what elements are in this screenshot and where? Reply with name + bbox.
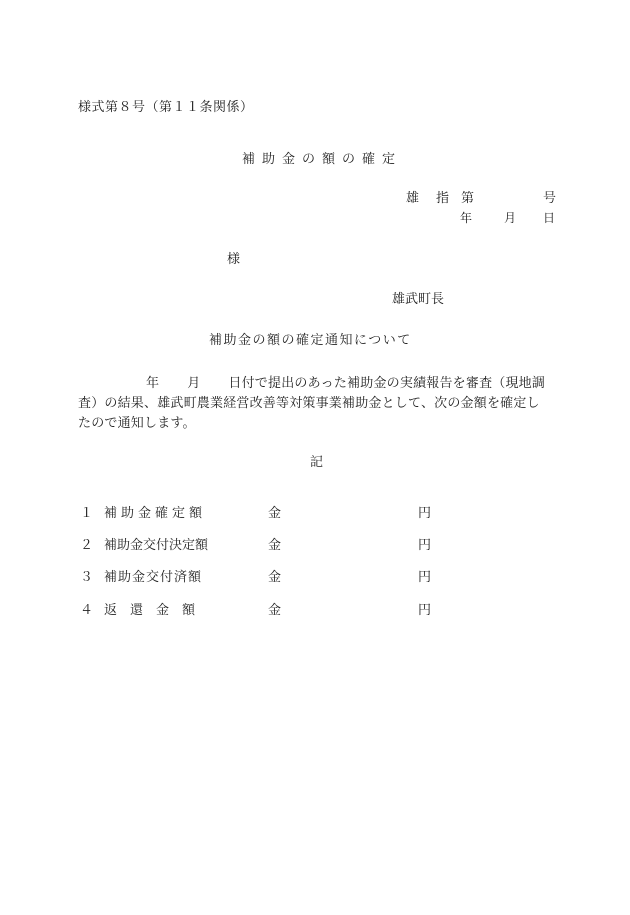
ki-heading: 記 xyxy=(310,455,324,470)
item-label: 補助金交付決定額 xyxy=(104,538,209,553)
date-day: 日 xyxy=(543,211,556,225)
item-yen: 円 xyxy=(418,506,432,521)
body-year: 年 xyxy=(146,376,160,391)
item-number: ３ xyxy=(80,570,94,585)
item-kin: 金 xyxy=(268,506,282,521)
body-line-1-text: 日付で提出のあった補助金の実績報告を審査（現地調 xyxy=(228,376,546,391)
item-yen: 円 xyxy=(418,603,432,618)
body-paragraph xyxy=(78,374,556,434)
amount-item xyxy=(78,571,438,587)
body-line-2: 査）の結果、雄武町農業経営改善等対策事業補助金として、次の金額を確定し xyxy=(78,396,540,411)
document-title: 補助金の額の確定 xyxy=(242,152,403,167)
reference-dai: 第 xyxy=(461,191,475,206)
item-label: 補助金交付済額 xyxy=(104,570,203,585)
item-yen: 円 xyxy=(418,570,432,585)
item-label: 補助金確定額 xyxy=(104,506,207,521)
item-number: １ xyxy=(80,506,94,521)
form-number-label: 様式第８号（第１１条関係） xyxy=(78,100,254,115)
date-year: 年 xyxy=(460,211,473,225)
amount-item xyxy=(78,539,438,555)
item-kin: 金 xyxy=(268,603,282,618)
item-label: 返 還 金 額 xyxy=(104,603,196,618)
item-number: ４ xyxy=(80,603,94,618)
date-month: 月 xyxy=(504,211,517,225)
item-kin: 金 xyxy=(268,570,282,585)
body-line-3: たので通知します。 xyxy=(78,416,196,431)
amount-item xyxy=(78,507,438,523)
recipient-suffix: 様 xyxy=(227,252,241,267)
body-month: 月 xyxy=(187,376,201,391)
item-number: ２ xyxy=(80,538,94,553)
amount-item xyxy=(78,604,438,620)
issuer-name: 雄武町長 xyxy=(392,292,445,307)
subject-line: 補助金の額の確定通知について xyxy=(209,333,412,348)
reference-org: 雄 指 xyxy=(406,191,452,206)
reference-go: 号 xyxy=(543,191,557,206)
item-yen: 円 xyxy=(418,538,432,553)
item-kin: 金 xyxy=(268,538,282,553)
body-line-1 xyxy=(78,374,556,394)
